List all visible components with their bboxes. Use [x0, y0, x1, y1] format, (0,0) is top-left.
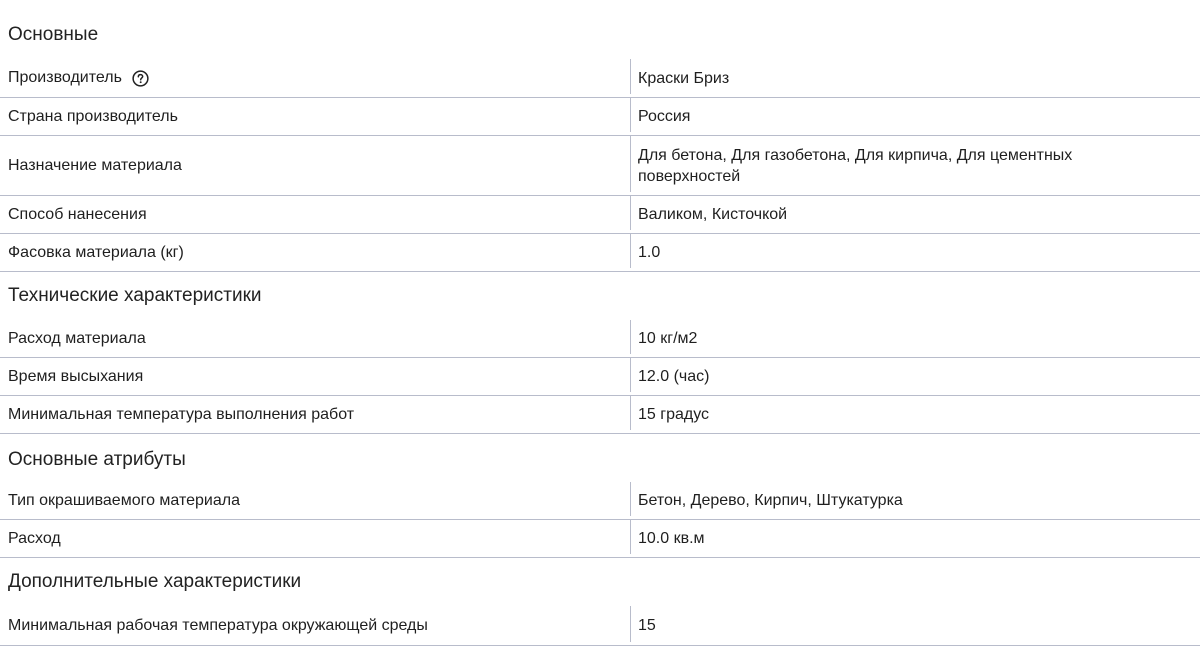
spec-row-country	[0, 98, 1200, 136]
column-divider	[630, 320, 631, 354]
spec-label: Способ нанесения	[8, 205, 147, 223]
spec-row-surface-type	[0, 482, 1200, 520]
column-divider	[630, 358, 631, 392]
question-circle-icon[interactable]	[132, 70, 149, 87]
column-divider	[630, 606, 631, 642]
spec-row-purpose	[0, 136, 1200, 196]
spec-label: Время высыхания	[8, 367, 144, 385]
column-divider	[630, 396, 631, 430]
spec-row-manufacturer	[0, 59, 1200, 98]
spec-label: Назначение материала	[8, 156, 182, 174]
spec-value: 10.0 кв.м	[638, 530, 705, 547]
spec-value: Бетон, Дерево, Кирпич, Штукатурка	[638, 492, 903, 509]
spec-label: Страна производитель	[8, 107, 178, 125]
spec-value: Краски Бриз	[638, 69, 730, 87]
spec-value: 15	[638, 617, 656, 634]
spec-value: Валиком, Кисточкой	[638, 206, 788, 223]
column-divider	[630, 234, 631, 268]
column-divider	[630, 482, 631, 516]
spec-row-coverage	[0, 520, 1200, 558]
spec-value: 15 градус	[638, 406, 710, 423]
spec-label: Производитель	[8, 69, 122, 86]
section-title-main: Основные	[8, 24, 99, 45]
section-title-technical: Технические характеристики	[8, 285, 262, 306]
spec-label: Тип окрашиваемого материала	[8, 491, 240, 509]
spec-row-packaging	[0, 234, 1200, 272]
section-title-additional: Дополнительные характеристики	[8, 571, 302, 592]
column-divider	[630, 136, 631, 192]
spec-label: Минимальная рабочая температура окружающей среды	[8, 616, 428, 634]
spec-value: 10 кг/м2	[638, 330, 698, 347]
spec-label: Фасовка материала (кг)	[8, 243, 184, 261]
column-divider	[630, 59, 631, 94]
spec-row-drying-time	[0, 358, 1200, 396]
spec-row-min-work-temperature	[0, 396, 1200, 434]
section-title-attributes: Основные атрибуты	[8, 449, 186, 470]
spec-label: Расход	[8, 529, 61, 547]
spec-label: Минимальная температура выполнения работ	[8, 405, 355, 423]
spec-row-consumption	[0, 320, 1200, 358]
spec-row-application-method	[0, 196, 1200, 234]
spec-value: 1.0	[638, 244, 661, 261]
spec-label: Расход материала	[8, 329, 146, 347]
spec-value: 12.0 (час)	[638, 368, 710, 385]
spec-label-cell	[8, 59, 149, 97]
spec-row-min-ambient-temperature	[0, 606, 1200, 646]
spec-value: Россия	[638, 108, 691, 125]
column-divider	[630, 98, 631, 132]
column-divider	[630, 520, 631, 554]
spec-value: Для бетона, Для газобетона, Для кирпича, Для цементных поверхностей	[638, 146, 1073, 185]
column-divider	[630, 196, 631, 230]
